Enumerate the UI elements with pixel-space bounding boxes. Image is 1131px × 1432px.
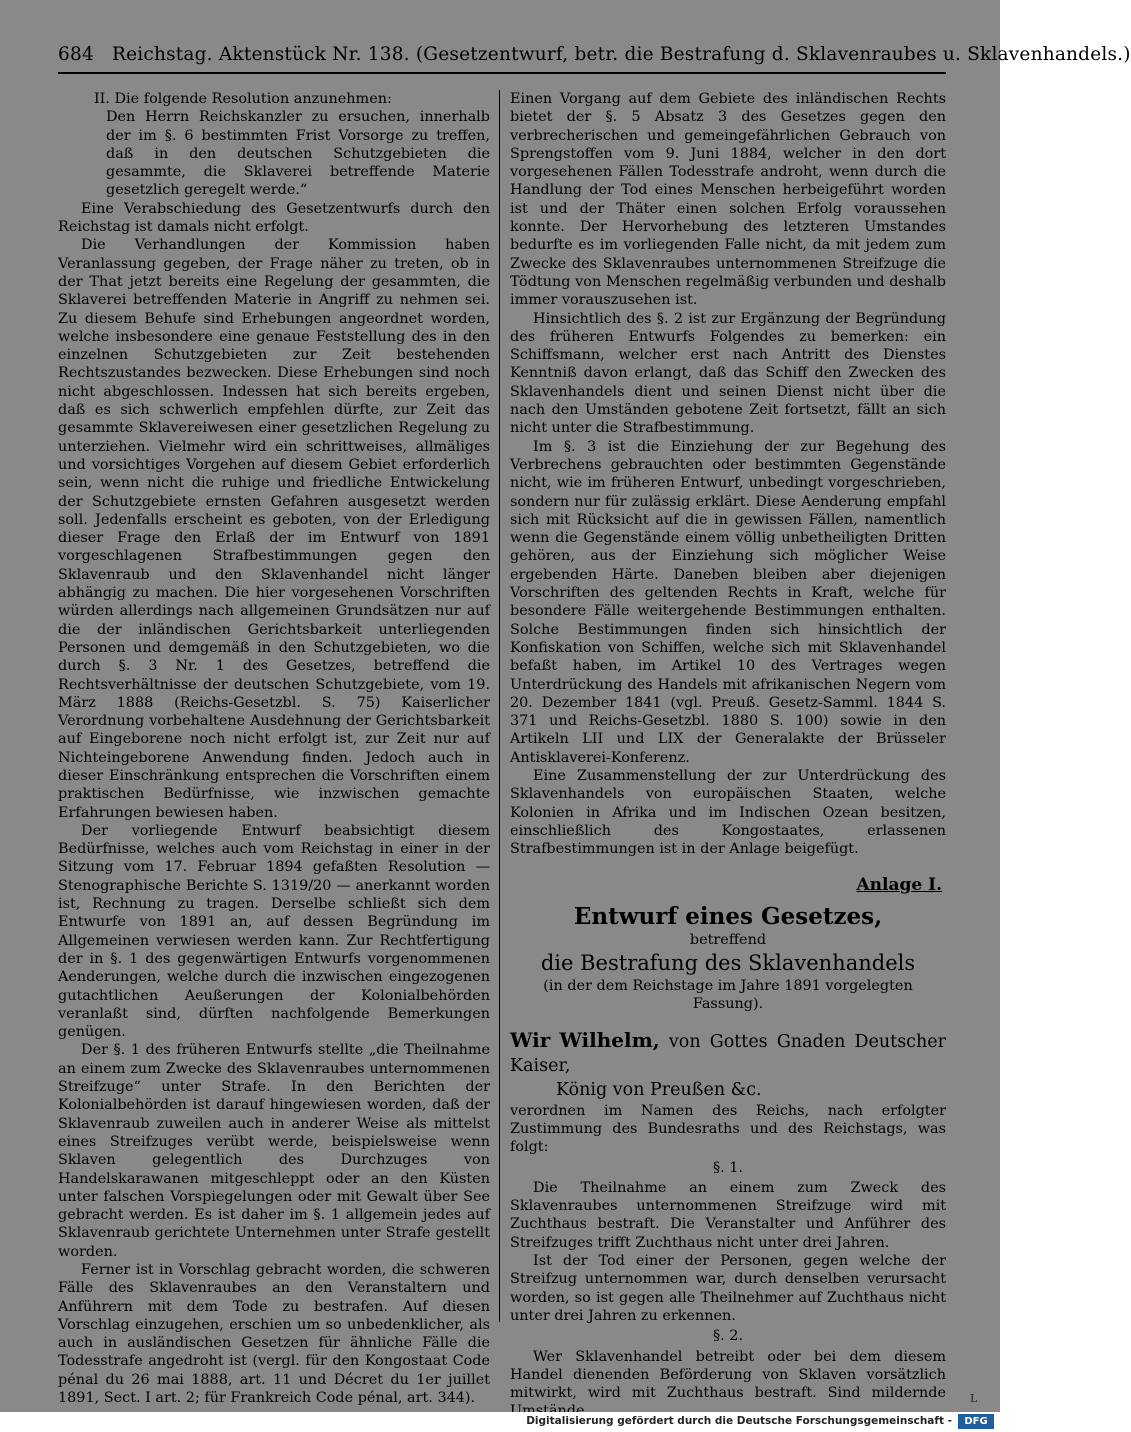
section-1-paragraph: Die Theilnahme an einem zum Zweck des Sklavenraubes unternommenen Streifzuge wird mit Zuchthaus bestraft. Die Veranstalter und Anführer des Streifzuges trifft Zuchthaus nicht unter drei Jahren. bbox=[510, 1179, 946, 1251]
section-2-mark: §. 2. bbox=[712, 1328, 744, 1345]
paragraph: Der §. 1 des früheren Entwurfs stellte „die Theilnahme an einem zum Zwecke des Sklavenraubes unternommenen Streifzuge“ unter Strafe. In den Berichten der Kolonialbehörden ist darauf hingewiesen worden, daß der Sklavenraub zuweilen auch in anderer Weise als mittelst eines Streifzuges verübt werde, beispielsweise wenn Sklaven gelegentlich des Durchzuges von Handelskarawanen mitgeschleppt oder an den Küsten unter falschen Vorspiegelungen oder mit Gewalt über See gebracht werden. Es ist daher im §. 1 allgemein jedes auf Sklavenraub gerichtete Unternehmen unter Strafe gestellt worden. bbox=[58, 1042, 490, 1260]
wir-rest: von Gottes Gnaden Deutscher Kaiser, bbox=[510, 1031, 946, 1076]
paragraph: Im §. 3 ist die Einziehung der zur Begehung des Verbrechens gebrauchten oder bestimmten Gegenstände nicht, wie im früheren Entwurf, unbedingt vorgeschrieben, sondern nur für zulässig erklärt. Diese Aenderung empfahl sich mit Rücksicht auf die in gewissen Fällen, namentlich wenn die Gegenstände einem völlig unbetheiligten Dritten gehören, aus der Einziehung sich möglicher Weise ergebenden Härte. Daneben bleiben aber diejenigen Vorschriften des geltenden Rechts in Kraft, welche für besondere Fälle weitergehende Bestimmungen enthalten. Solche Bestimmungen finden sich hinsichtlich der Konfiskation von Schiffen, welche sich mit Sklavenhandel befaßt haben, im Artikel 10 des Vertrages wegen Unterdrückung des Handels mit afrikanischen Negern vom 20. Dezember 1841 (vgl. Preuß. Gesetz-Samml. 1844 S. 371 und Reichs-Gesetzbl. 1880 S. 100) sowie in den Artikeln LII und LIX der Generalakte der Brüsseler Antisklaverei-Konferenz. bbox=[510, 438, 946, 766]
wir-line bbox=[510, 1028, 946, 1078]
paragraph: Eine Zusammenstellung der zur Unterdrückung des Sklavenhandels von europäischen Staaten, welche Kolonien in Afrika und im Indischen Ozean besitzen, einschließlich des Kongostaates, erlassenen Strafbestimmungen ist in der Anlage beigefügt. bbox=[510, 767, 946, 858]
law-note: (in der dem Reichstage im Jahre 1891 vorgelegten Fassung). bbox=[543, 978, 913, 1013]
law-betreffend: betreffend bbox=[689, 931, 767, 948]
paragraph: Hinsichtlich des §. 2 ist zur Ergänzung der Begründung des früheren Entwurfs Folgendes zu bemerken: ein Schiffsmann, welcher erst nach Antritt des Dienstes Kenntniß davon erlangt, daß das Schiff den Zwecken des Sklavenhandels dient und seinen Dienst nicht über die nach den Umständen gebotene Zeit fortsetzt, fällt an sich nicht unter die Strafbestimmung. bbox=[510, 310, 946, 437]
paragraph: Die Verhandlungen der Kommission haben Veranlassung gegeben, der Frage näher zu treten, ob in der That jetzt bereits eine Regelung der gesammten, die Sklaverei betreffenden Materie in Angriff zu nehmen sei. Zu diesem Behufe sind Erhebungen angeordnet worden, welche insbesondere eine genaue Feststellung des in den einzelnen Schutzgebieten zur Zeit bestehenden Rechtszustandes bezwecken. Diese Erhebungen sind noch nicht abgeschlossen. Indessen hat sich bereits ergeben, daß es sich schwerlich empfehlen dürfte, zur Zeit das gesammte Sklavereiwesen einer gesetzlichen Regelung zu unterziehen. Vielmehr wird ein schrittweises, allmäliges und vorsichtiges Vorgehen auf diesem Gebiet erforderlich sein, wenn nicht die ruhige und friedliche Entwickelung der Schutzgebiete ernsten Gefahren ausgesetzt werden soll. Jedenfalls erscheint es geboten, von der Erledigung dieser Frage den Erlaß der im Entwurf von 1891 vorgeschlagenen Strafbestimmungen gegen den Sklavenraub und den Sklavenhandel nicht länger abhängig zu machen. Die hier vorgesehenen Vorschriften würden allerdings nach allgemeinen Grundsätzen nur auf die der inländischen Gerichtsbarkeit unterliegenden Personen und demgemäß in den Schutzgebieten, wo die durch §. 3 Nr. 1 des Gesetzes, betreffend die Rechtsverhältnisse der deutschen Schutzgebiete, vom 19. März 1888 (Reichs-Gesetzbl. S. 75) Kaiserlicher Verordnung vorbehaltene Ausdehnung der Gerichtsbarkeit auf Eingeborene noch nicht erfolgt ist, zur Zeit nur auf Nichteingeborene Anwendung finden. Jedoch auch in dieser Einschränkung entsprechen die Vorschriften einem praktischen Bedürfnisse, wie inzwischen gemachte Erfahrungen bewiesen haben. bbox=[58, 237, 490, 821]
scan-mark: L bbox=[970, 1392, 978, 1405]
wilhelm-word: Wilhelm, bbox=[559, 1027, 660, 1052]
anlage-heading: Anlage I. bbox=[856, 875, 942, 896]
page-number: 684 bbox=[58, 44, 94, 65]
paragraph: Eine Verabschiedung des Gesetzentwurfs durch den Reichstag ist damals nicht erfolgt. bbox=[58, 200, 490, 236]
resolution-heading: II. Die folgende Resolution anzunehmen: bbox=[94, 91, 392, 107]
paragraph: Ferner ist in Vorschlag gebracht worden, die schweren Fälle des Sklavenraubes an den Veranstaltern und Anführern mit dem Tode zu bestrafen. Auf diesen Vorschlag einzugehen, erschien um so unbedenklicher, als auch in ausländischen Gesetzen für ähnliche Fälle die Todesstrafe angedroht ist (vergl. für den Kongostaat Code pénal du 26 mai 1888, art. 11 und Décret du 1er juillet 1891, Sect. I art. 2; für Frankreich Code pénal, art. 344). bbox=[58, 1262, 490, 1407]
header-rule bbox=[58, 72, 946, 74]
page-header bbox=[58, 44, 1131, 66]
koenig-line: König von Preußen &c. bbox=[556, 1079, 762, 1100]
law-title: Entwurf eines Gesetzes, bbox=[573, 902, 883, 930]
right-column bbox=[510, 90, 946, 1421]
verordnen-paragraph: verordnen im Namen des Reichs, nach erfolgter Zustimmung des Bundesraths und des Reichstags, was folgt: bbox=[510, 1102, 946, 1156]
law-subtitle: die Bestrafung des Sklavenhandels bbox=[540, 951, 916, 976]
column-divider bbox=[499, 90, 500, 1322]
left-column bbox=[58, 90, 490, 1407]
dfg-logo[interactable]: DFG bbox=[958, 1414, 994, 1429]
footer-bar bbox=[0, 1412, 1000, 1432]
paragraph: Einen Vorgang auf dem Gebiete des inländischen Rechts bietet der §. 5 Absatz 3 des Gesetzes gegen den verbrecherischen und gemeingefährlichen Gebrauch von Sprengstoffen vom 9. Juni 1884, welcher in den dort vorgesehenen Fällen Todesstrafe androht, wenn durch die Handlung der Tod eines Menschen herbeigeführt worden ist und der Thäter einen solchen Erfolg voraussehen konnte. Der Hervorhebung des letzteren Umstandes bedurfte es im vorliegenden Falle nicht, da mit jedem zum Zwecke des Sklavenraubes unternommenen Streifzuge die Tödtung von Menschen regelmäßig verbunden und deshalb immer vorauszusehen ist. bbox=[510, 91, 946, 309]
wir-word: Wir bbox=[510, 1027, 551, 1052]
paragraph: Der vorliegende Entwurf beabsichtigt diesem Bedürfnisse, welches auch vom Reichstag in einer in der Sitzung vom 17. Februar 1894 gefaßten Resolution — Stenographische Berichte S. 1319/20 — anerkannt worden ist, Rechnung zu tragen. Derselbe schließt sich dem Entwurfe von 1891 an, auf dessen Begründung im Allgemeinen verwiesen werden kann. Zur Rechtfertigung der in §. 1 des gegenwärtigen Entwurfs vorgenommenen Aenderungen, welche durch die inzwischen eingezogenen gutachtlichen Aeußerungen der Kolonialbehörden veranlaßt sind, dürften nachfolgende Bemerkungen genügen. bbox=[58, 822, 490, 1041]
section-1-mark: §. 1. bbox=[712, 1159, 744, 1176]
resolution-text: Den Herrn Reichskanzler zu ersuchen, innerhalb der im §. 6 bestimmten Frist Vorsorge zu treffen, daß in den deutschen Schutzgebieten die gesammte, die Sklaverei betreffende Materie gesetzlich geregelt werde.“ bbox=[106, 109, 490, 199]
footer-credit: Digitalisierung gefördert durch die Deutsche Forschungsgemeinschaft - bbox=[526, 1415, 952, 1427]
section-2-paragraph: Wer Sklavenhandel betreibt oder bei dem diesem Handel dienenden Beförderung von Sklaven vorsätzlich mitwirkt, wird mit Zuchthaus bestraft. Sind mildernde bbox=[510, 1348, 946, 1402]
section-1-paragraph: Ist der Tod einer der Personen, gegen welche der Streifzug unternommen war, durch denselben verursacht worden, so ist gegen alle Theilnehmer auf Zuchthaus nicht unter drei Jahren zu erkennen. bbox=[510, 1253, 946, 1324]
page-header-title: Reichstag. Aktenstück Nr. 138. (Gesetzentwurf, betr. die Bestrafung d. Sklavenraubes u. Sklavenhandels.) bbox=[112, 44, 1131, 65]
